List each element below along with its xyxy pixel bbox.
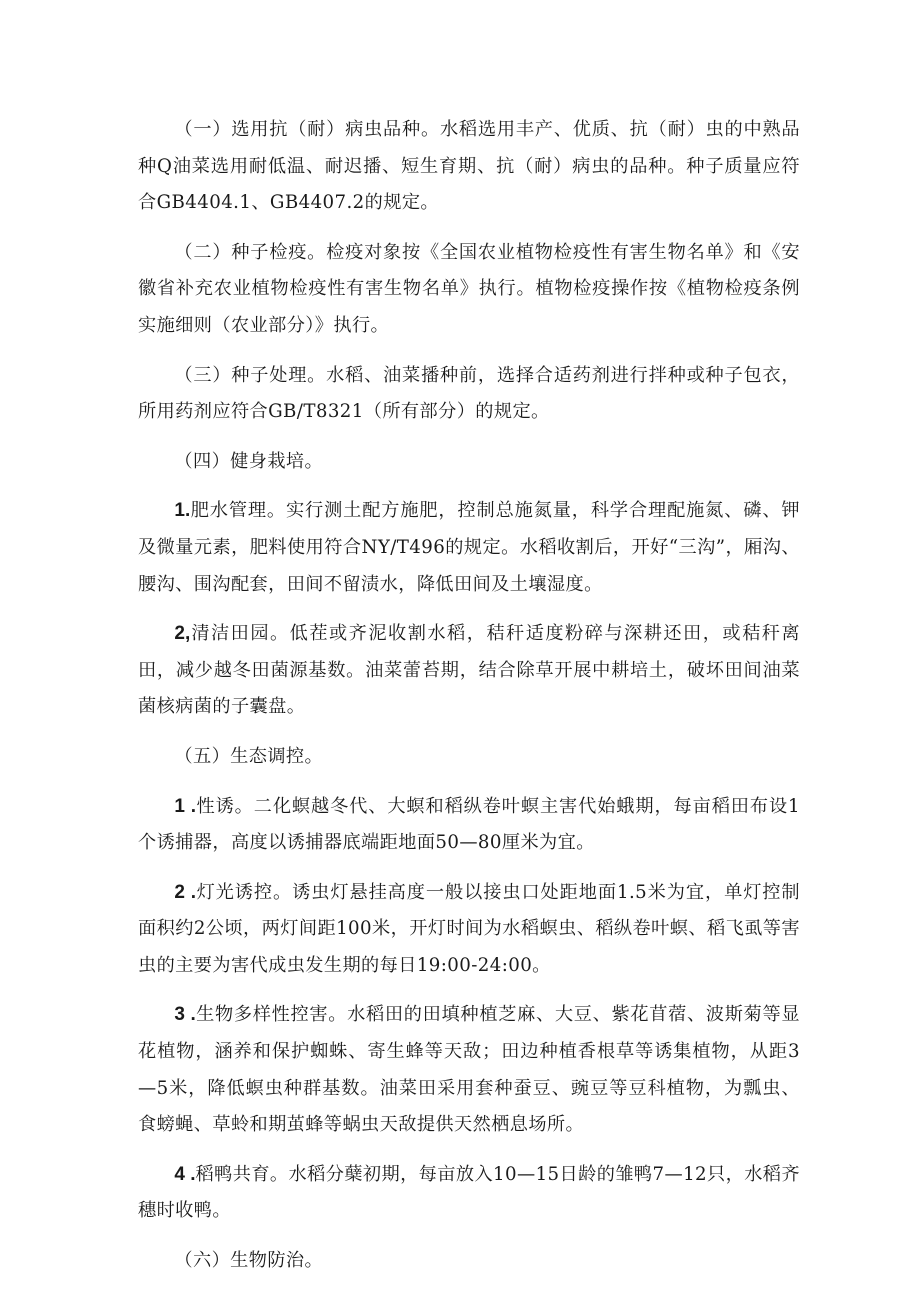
paragraph-11 bbox=[138, 1157, 800, 1230]
section-heading-4-text: （四）健身栽培。 bbox=[174, 450, 324, 472]
section-heading-6-text: （六）生物防治。 bbox=[174, 1250, 324, 1272]
paragraph-5-text: 肥水管理。实行测土配方施肥，控制总施氮量，科学合理配施氮、磷、钾及微量元素，肥料使用符合NY/T496的规定。水稻收割后，开好“三沟”，厢沟、腰沟、围沟配套，田间不留渍水，降低田间及土壤湿度。 bbox=[138, 500, 800, 595]
section-heading-6 bbox=[138, 1243, 800, 1280]
paragraph-2-text: （二）种子检疫。检疫对象按《全国农业植物检疫性有害生物名单》和《安徽省补充农业植物检疫性有害生物名单》执行。植物检疫操作按《植物检疫条例实施细则（农业部分）》执行。 bbox=[138, 241, 800, 336]
paragraph-6 bbox=[138, 616, 800, 726]
paragraph-10 bbox=[138, 997, 800, 1143]
paragraph-8 bbox=[138, 789, 800, 862]
paragraph-11-text: 稻鸭共育。水稻分蘖初期，每亩放入10—15日龄的雏鸭7—12只，水稻齐穗时收鸭。 bbox=[138, 1163, 800, 1222]
item-number: 4 . bbox=[174, 1163, 196, 1185]
paragraph-2 bbox=[138, 235, 800, 345]
item-number: 1 . bbox=[174, 795, 197, 817]
section-heading-5 bbox=[138, 739, 800, 776]
paragraph-1 bbox=[138, 112, 800, 222]
item-number: 2 . bbox=[174, 881, 197, 903]
item-number: 2, bbox=[174, 623, 191, 645]
paragraph-6-text: 清洁田园。低茬或齐泥收割水稻，秸秆适度粉碎与深耕还田，或秸秆离田，减少越冬田菌源基数。油菜蕾苔期，结合除草开展中耕培土，破坏田间油菜菌核病菌的子囊盘。 bbox=[138, 623, 800, 718]
paragraph-9-text: 灯光诱控。诱虫灯悬挂高度一般以接虫口处距地面1.5米为宜，单灯控制面积约2公顷，两灯间距100米，开灯时间为水稻螟虫、稻纵卷叶螟、稻飞虱等害虫的主要为害代成虫发生期的每日19:00-24:00。 bbox=[138, 881, 801, 976]
paragraph-10-text: 生物多样性控害。水稻田的田填种植芝麻、大豆、紫花苜蓿、波斯菊等显花植物，涵养和保护蜘蛛、寄生蜂等天敌；田边种植香根草等诱集植物，从距3—5米，降低螟虫种群基数。油菜田采用套种蚕豆、豌豆等豆科植物，为瓢虫、食螃蝇、草蛉和期茧蜂等蜗虫天敌提供天然栖息场所。 bbox=[138, 1004, 800, 1136]
section-heading-4 bbox=[138, 444, 800, 481]
item-number: 3 . bbox=[174, 1004, 196, 1026]
document-page bbox=[138, 112, 800, 1293]
paragraph-9 bbox=[138, 875, 800, 985]
item-number: 1. bbox=[174, 500, 191, 522]
section-heading-5-text: （五）生态调控。 bbox=[174, 745, 324, 767]
paragraph-1-text: （一）选用抗（耐）病虫品种。水稻选用丰产、优质、抗（耐）虫的中熟品种Q油菜选用耐低温、耐迟播、短生育期、抗（耐）病虫的品种。种子质量应符合GB4404.1、GB4407.2的规定。 bbox=[138, 119, 800, 214]
paragraph-3-text: （三）种子处理。水稻、油菜播种前，选择合适药剂进行拌种或种子包衣，所用药剂应符合GB/T8321（所有部分）的规定。 bbox=[138, 364, 800, 423]
paragraph-8-text: 性诱。二化螟越冬代、大螟和稻纵卷叶螟主害代始蛾期，每亩稻田布设1个诱捕器，高度以诱捕器底端距地面50—80厘米为宜。 bbox=[138, 795, 801, 854]
paragraph-3 bbox=[138, 358, 800, 431]
paragraph-5 bbox=[138, 493, 800, 603]
